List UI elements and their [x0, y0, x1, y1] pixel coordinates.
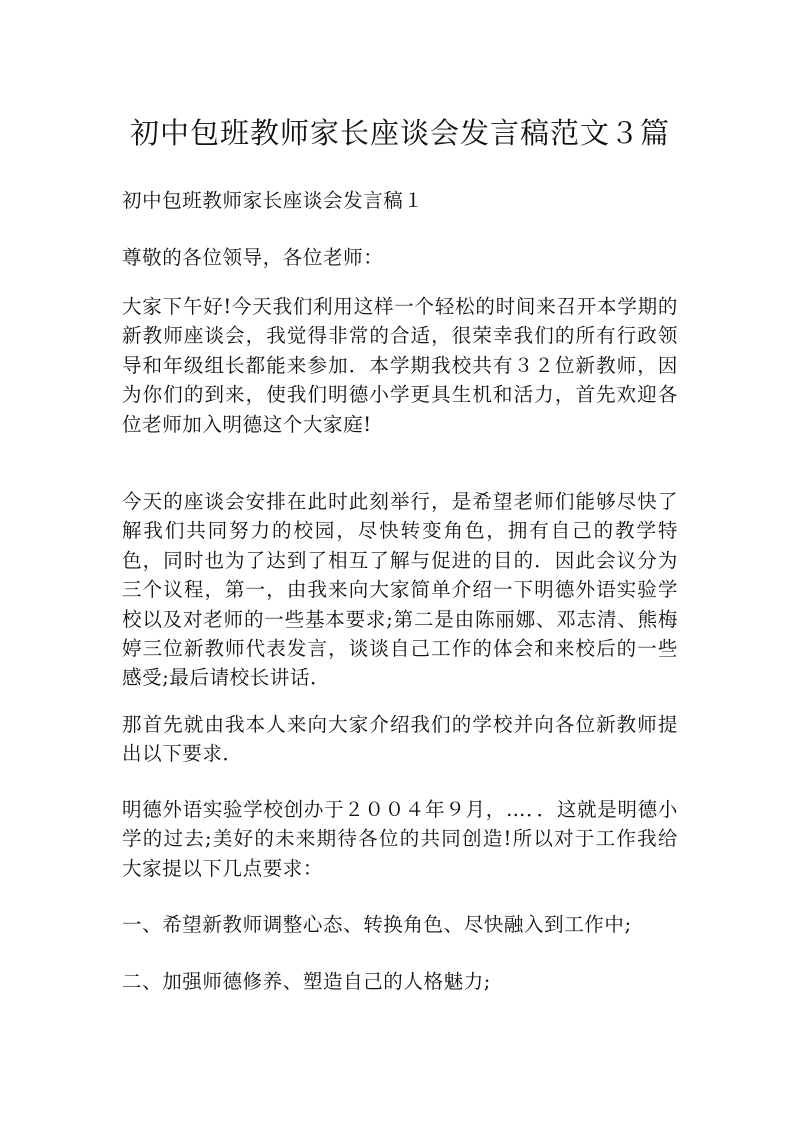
- section-heading: 初中包班教师家长座谈会发言稿１: [122, 189, 424, 212]
- paragraph-agenda: 今天的座谈会安排在此时此刻举行，是希望老师们能够尽快了解我们共同努力的校园，尽快转变角色，拥有自己的教学特色，同时也为了达到了相互了解与促进的目的．因此会议分为三个议程，第一，由我来向大家简单介绍一下明德外语实验学校以及对老师的一些基本要求;第二是由陈丽娜、邓志清、熊梅婷三位新教师代表发言，谈谈自己工作的体会和来校后的一些感受;最后请校长讲话．: [122, 490, 678, 690]
- salutation: 尊敬的各位领导，各位老师：: [122, 246, 384, 269]
- list-item: 二、加强师德修养、塑造自己的人格魅力;: [122, 970, 491, 993]
- document-title: 初中包班教师家长座谈会发言稿范文３篇: [129, 116, 670, 150]
- list-item: 一、希望新教师调整心态、转换角色、尽快融入到工作中;: [122, 913, 632, 936]
- paragraph-introduction: 那首先就由我本人来向大家介绍我们的学校并向各位新教师提出以下要求．: [122, 713, 678, 766]
- paragraph-welcome: 大家下午好!今天我们利用这样一个轻松的时间来召开本学期的新教师座谈会，我觉得非常的合适，很荣幸我们的所有行政领导和年级组长都能来参加．本学期我校共有３２位新教师，因为你们的到来，使我们明德小学更具生机和活力，首先欢迎各位老师加入明德这个大家庭!: [122, 295, 678, 436]
- paragraph-school-history: 明德外语实验学校创办于２００４年９月，…．．这就是明德小学的过去;美好的未来期待各位的共同创造!所以对于工作我给大家提以下几点要求：: [122, 798, 678, 880]
